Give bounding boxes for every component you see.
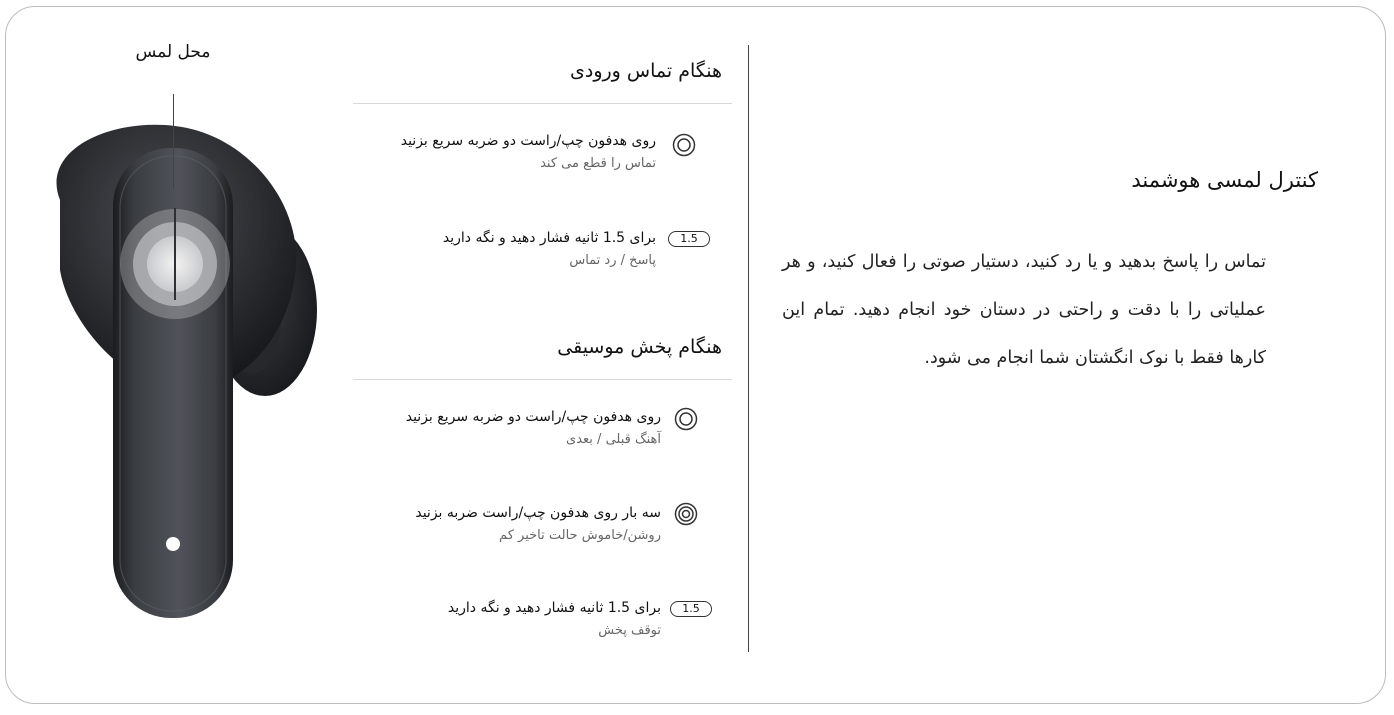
incoming-double-tap-result: تماس را قطع می کند xyxy=(540,156,656,171)
touch-area-label: محل لمس xyxy=(135,42,211,62)
touch-area-pointer xyxy=(173,94,174,189)
double-tap-icon xyxy=(672,133,696,157)
hold-duration-badge: 1.5 xyxy=(670,601,712,617)
incoming-hold-text: برای 1.5 ثانیه فشار دهید و نگه دارید xyxy=(442,230,656,246)
music-hold-item xyxy=(448,598,661,641)
earbud-image xyxy=(0,0,340,640)
music-rule xyxy=(353,379,732,380)
incoming-hold-item xyxy=(443,228,656,271)
triple-tap-icon xyxy=(674,502,698,526)
music-title: هنگام پخش موسیقی xyxy=(557,336,722,358)
hold-duration-badge: 1.5 xyxy=(668,231,710,247)
vertical-divider xyxy=(748,45,749,652)
music-triple-tap-item xyxy=(415,503,661,546)
incoming-double-tap-item xyxy=(401,131,656,174)
incoming-call-rule xyxy=(353,103,732,104)
music-double-tap-text: روی هدفون چپ/راست دو ضربه سریع بزنید xyxy=(405,409,661,425)
music-triple-tap-result: روشن/خاموش حالت تاخیر کم xyxy=(499,528,661,543)
music-hold-text: برای 1.5 ثانیه فشار دهید و نگه دارید xyxy=(447,600,661,616)
music-hold-result: توقف پخش xyxy=(598,623,661,638)
double-tap-icon xyxy=(674,407,698,431)
incoming-hold-result: پاسخ / رد تماس xyxy=(569,253,656,268)
smart-touch-title: کنترل لمسی هوشمند xyxy=(1131,168,1318,192)
music-triple-tap-text: سه بار روی هدفون چپ/راست ضربه بزنید xyxy=(415,505,661,521)
music-double-tap-result: آهنگ قبلی / بعدی xyxy=(566,432,661,447)
incoming-double-tap-text: روی هدفون چپ/راست دو ضربه سریع بزنید xyxy=(400,133,656,149)
incoming-call-title: هنگام تماس ورودی xyxy=(570,60,722,82)
music-double-tap-item xyxy=(406,407,661,450)
earbud-illustration xyxy=(0,0,340,640)
smart-touch-description: تماس را پاسخ بدهید و یا رد کنید، دستیار صوتی را فعال کنید، و هر عملیاتی را با دقت و راحتی در دستان خود انجام دهید. تمام این کارها فقط با نوک انگشتان شما انجام می شود. xyxy=(782,252,1266,368)
